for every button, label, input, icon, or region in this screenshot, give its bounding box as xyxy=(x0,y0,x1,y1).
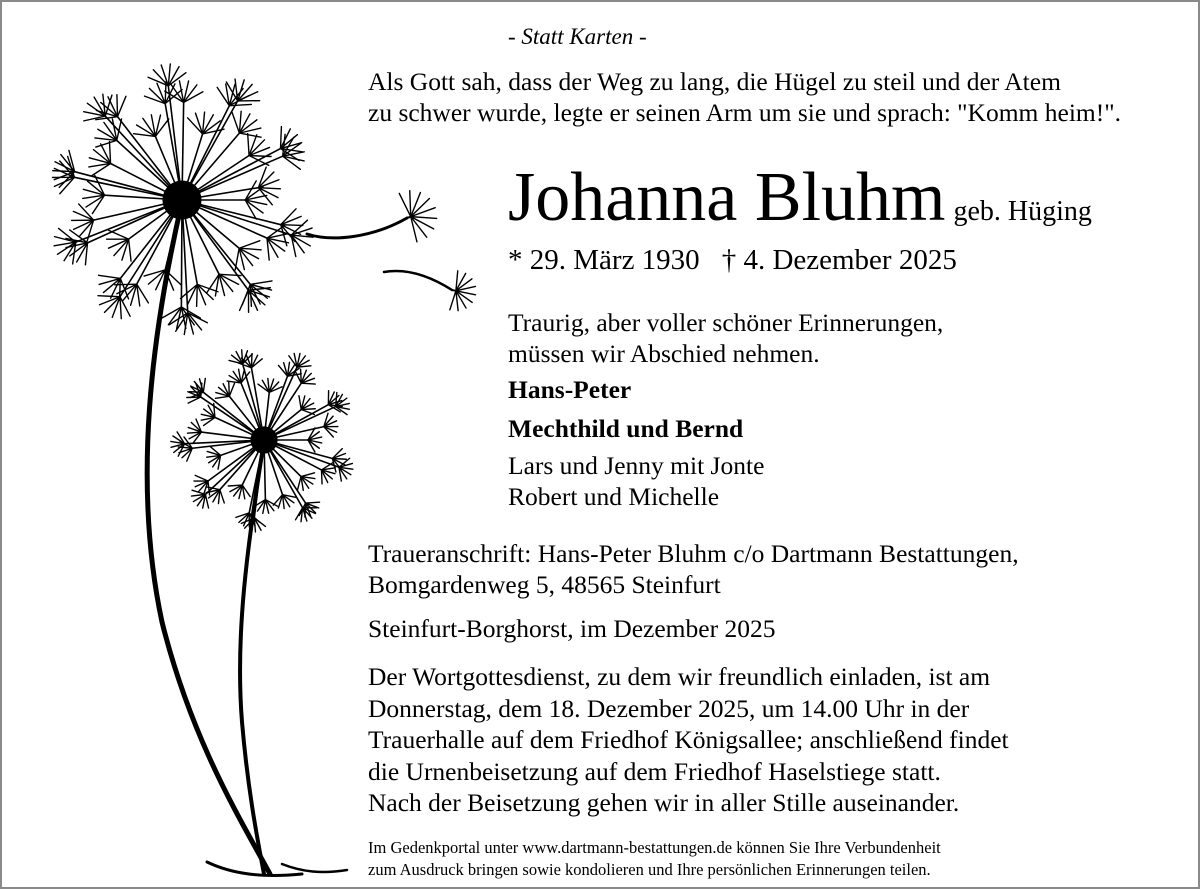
poem-line: Als Gott sah, dass der Weg zu lang, die Hügel zu steil und der Atem xyxy=(368,67,1061,96)
header-statt-karten: - Statt Karten - xyxy=(508,24,647,49)
service-line: die Urnenbeisetzung auf dem Friedhof Haselstiege statt. xyxy=(368,756,941,786)
family-members-others xyxy=(508,450,764,512)
mourning-address xyxy=(368,538,1019,600)
deceased-name-block xyxy=(508,159,1092,236)
intro-text xyxy=(508,307,943,369)
service-line: Der Wortgottesdienst, zu dem wir freundlich einladen, ist am xyxy=(368,662,991,691)
service-line: Trauerhalle auf dem Friedhof Königsallee; anschließend findet xyxy=(368,725,1009,754)
portal-line: Im Gedenkportal unter www.dartmann-bestattungen.de können Sie Ihre Verbundenheit xyxy=(368,838,941,857)
poem-line: zu schwer wurde, legte er seinen Arm um sie und sprach: "Komm heim!". xyxy=(368,98,1122,127)
service-line: Donnerstag, dem 18. Dezember 2025, um 14.00 Uhr in der xyxy=(368,693,970,723)
service-details xyxy=(368,661,1009,819)
memorial-portal-note xyxy=(368,837,941,881)
family-line: Robert und Michelle xyxy=(508,482,720,511)
place-date: Steinfurt-Borghorst, im Dezember 2025 xyxy=(368,614,776,643)
portal-line: zum Ausdruck bringen sowie kondolieren und Ihre persönlichen Erinnerungen teilen. xyxy=(368,860,931,879)
poem xyxy=(368,66,1121,128)
family-member-secondary: Mechthild und Bernd xyxy=(508,414,744,443)
service-line: Nach der Beisetzung gehen wir in aller Stille auseinander. xyxy=(368,788,960,817)
birth-date: * 29. März 1930 xyxy=(508,244,700,276)
address-line: Bomgardenweg 5, 48565 Steinfurt xyxy=(368,570,721,599)
life-dates xyxy=(508,246,957,275)
death-date: † 4. Dezember 2025 xyxy=(721,244,957,276)
deceased-name: Johanna Bluhm xyxy=(508,159,946,236)
family-member-primary: Hans-Peter xyxy=(508,375,632,404)
address-line: Traueranschrift: Hans-Peter Bluhm c/o Dartmann Bestattungen, xyxy=(368,539,1019,568)
maiden-name: geb. Hüging xyxy=(953,196,1092,227)
family-line: Lars und Jenny mit Jonte xyxy=(508,451,765,480)
intro-line: Traurig, aber voller schöner Erinnerungen, xyxy=(508,308,944,337)
intro-line: müssen wir Abschied nehmen. xyxy=(508,339,820,368)
